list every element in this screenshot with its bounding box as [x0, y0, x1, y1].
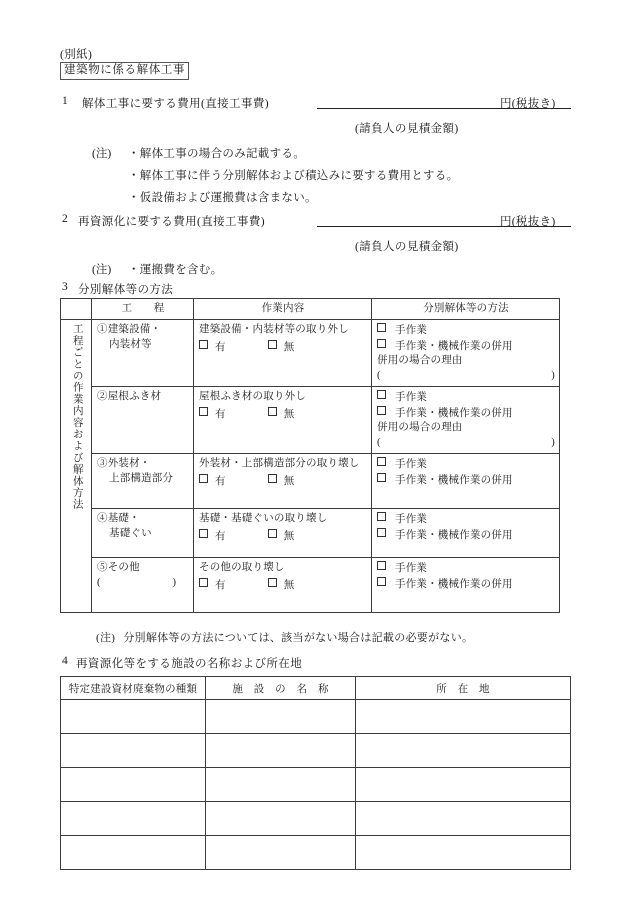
work-1-text: 建築設備・内装材等の取り外し — [199, 324, 349, 336]
facility-cell-address[interactable] — [356, 734, 571, 768]
stage-cell-2 — [92, 387, 194, 454]
checkbox-icon[interactable] — [199, 340, 208, 349]
method-2-reason-label: 併用の場合の理由 — [377, 422, 463, 434]
table-row — [61, 836, 571, 870]
checkbox-icon[interactable] — [377, 528, 386, 537]
work-5-text: その他の取り壊し — [199, 562, 285, 574]
document-title: 建築物に係る解体工事 — [60, 62, 189, 80]
facility-cell-name[interactable] — [206, 734, 356, 768]
checkbox-icon[interactable] — [268, 407, 277, 416]
checkbox-icon[interactable] — [377, 512, 386, 521]
stage-5-line1: ⑤その他 — [97, 562, 140, 574]
work-1-yes: 有 — [215, 341, 226, 353]
checkbox-icon[interactable] — [199, 578, 208, 587]
method-table-note — [96, 629, 473, 645]
work-2-options — [199, 407, 367, 422]
stage-2-line1: ②屋根ふき材 — [97, 391, 162, 403]
method-4-combined: 手作業・機械作業の併用 — [395, 529, 513, 541]
work-cell-3 — [194, 454, 372, 509]
checkbox-icon[interactable] — [268, 529, 277, 538]
clause-1-text: 解体工事に要する費用(直接工事費) — [82, 98, 269, 110]
clause-2-text: 再資源化に要する費用(直接工事費) — [78, 216, 265, 228]
checkbox-icon[interactable] — [377, 473, 386, 482]
method-cell-1 — [372, 320, 560, 387]
work-1-no: 無 — [283, 341, 295, 353]
work-cell-2 — [194, 387, 372, 454]
method-table-side-label-cell — [61, 320, 92, 613]
work-cell-1 — [194, 320, 372, 387]
facility-cell-address[interactable] — [356, 836, 571, 870]
facility-cell-address[interactable] — [356, 768, 571, 802]
paren-close-1: ) — [551, 369, 555, 381]
checkbox-icon[interactable] — [199, 529, 208, 538]
work-1-options — [199, 340, 367, 355]
method-row-4 — [61, 509, 560, 558]
method-row-1 — [61, 320, 560, 387]
note-1-item-1: ・解体工事の場合のみ記載する。 — [128, 148, 305, 160]
checkbox-icon[interactable] — [377, 406, 386, 415]
work-2-yes: 有 — [215, 408, 226, 420]
checkbox-icon[interactable] — [377, 390, 386, 399]
stage-cell-5 — [92, 558, 194, 613]
facility-header-row — [61, 677, 571, 700]
work-3-no: 無 — [283, 475, 295, 487]
stage-1-line1: ①建築設備・ — [97, 324, 162, 336]
checkbox-icon[interactable] — [268, 474, 277, 483]
stage-4-line2: 基礎ぐい — [109, 527, 152, 539]
facility-cell-address[interactable] — [356, 802, 571, 836]
method-row-5 — [61, 558, 560, 613]
checkbox-icon[interactable] — [377, 561, 386, 570]
work-3-text: 外装材・上部構造部分の取り壊し — [199, 458, 360, 470]
method-1-reason-field[interactable] — [377, 369, 555, 383]
method-1-reason-label: 併用の場合の理由 — [377, 355, 463, 367]
method-table-side-header — [61, 299, 92, 320]
method-row-3 — [61, 454, 560, 509]
method-1-manual: 手作業 — [395, 325, 428, 337]
method-2-reason-field[interactable] — [377, 436, 555, 450]
estimate-caption-1: (請負人の見積金額) — [355, 123, 459, 135]
attachment-label: (別紙) — [60, 49, 93, 61]
table-row — [61, 768, 571, 802]
method-table-note-tag: (注) — [96, 632, 116, 644]
stage-3-line2: 上部構造部分 — [109, 472, 174, 484]
stage-cell-3 — [92, 454, 194, 509]
method-3-combined: 手作業・機械作業の併用 — [395, 474, 513, 486]
method-3-manual: 手作業 — [395, 459, 428, 471]
checkbox-icon[interactable] — [377, 457, 386, 466]
work-5-yes: 有 — [215, 579, 226, 591]
table-row — [61, 700, 571, 734]
checkbox-icon[interactable] — [268, 340, 277, 349]
yen-label-1: 円(税抜き) — [500, 98, 556, 110]
method-2-manual: 手作業 — [395, 392, 428, 404]
work-3-options — [199, 474, 367, 489]
paren-close-2: ) — [551, 436, 555, 448]
work-4-yes: 有 — [215, 530, 226, 542]
work-2-no: 無 — [283, 408, 295, 420]
clause-4-number: 4 — [62, 655, 68, 667]
work-4-options — [199, 529, 367, 544]
stage-cell-4 — [92, 509, 194, 558]
stage-3-line1: ③外装材・ — [97, 458, 151, 470]
checkbox-icon[interactable] — [377, 577, 386, 586]
header-sagyo: 作業内容 — [194, 299, 372, 320]
checkbox-icon[interactable] — [199, 407, 208, 416]
clause-3-number: 3 — [62, 281, 68, 293]
method-1-combined: 手作業・機械作業の併用 — [395, 340, 513, 352]
facility-header-kind: 特定建設資材廃棄物の種類 — [61, 677, 206, 700]
method-2-combined: 手作業・機械作業の併用 — [395, 407, 513, 419]
checkbox-icon[interactable] — [268, 578, 277, 587]
checkbox-icon[interactable] — [199, 474, 208, 483]
work-cell-4 — [194, 509, 372, 558]
facility-cell-kind[interactable] — [61, 836, 206, 870]
method-table-header-row — [61, 299, 560, 320]
work-5-no: 無 — [283, 579, 295, 591]
checkbox-icon[interactable] — [377, 323, 386, 332]
note-1-item-2: ・解体工事に伴う分別解体および積込みに要する費用とする。 — [128, 170, 459, 182]
facility-cell-kind[interactable] — [61, 734, 206, 768]
facility-cell-name[interactable] — [206, 836, 356, 870]
method-table-note-text: 分別解体等の方法については、該当がない場合は記載の必要がない。 — [123, 632, 474, 644]
facility-cell-address[interactable] — [356, 700, 571, 734]
method-cell-3 — [372, 454, 560, 509]
paren-open-2: ( — [377, 436, 381, 448]
table-row — [61, 734, 571, 768]
stage-1-line2: 内装材等 — [109, 338, 152, 350]
facility-cell-name[interactable] — [206, 802, 356, 836]
checkbox-icon[interactable] — [377, 339, 386, 348]
facility-header-name: 施 設 の 名 称 — [206, 677, 356, 700]
note-1-item-3: ・仮設備および運搬費は含まない。 — [128, 192, 317, 204]
note-2-item-1: ・運搬費を含む。 — [128, 264, 223, 276]
facility-cell-kind[interactable] — [61, 768, 206, 802]
method-5-manual: 手作業 — [395, 563, 428, 575]
stage-4-line1: ④基礎・ — [97, 513, 140, 525]
work-5-options — [199, 578, 367, 593]
method-4-manual: 手作業 — [395, 514, 428, 526]
method-row-2 — [61, 387, 560, 454]
stage-5-paren-field[interactable]: ( ) — [97, 576, 182, 588]
method-cell-2 — [372, 387, 560, 454]
facility-header-address: 所 在 地 — [356, 677, 571, 700]
method-cell-5 — [372, 558, 560, 613]
work-3-yes: 有 — [215, 475, 226, 487]
facility-cell-name[interactable] — [206, 700, 356, 734]
estimate-caption-2: (請負人の見積金額) — [355, 241, 459, 253]
method-table-side-label: 工程ごとの作業内容および解体方法 — [71, 323, 83, 511]
facility-cell-kind[interactable] — [61, 700, 206, 734]
clause-4-text: 再資源化等をする施設の名称および所在地 — [76, 658, 303, 670]
clause-1-number: 1 — [62, 95, 68, 107]
facility-cell-kind[interactable] — [61, 802, 206, 836]
header-koutei: 工 程 — [92, 299, 194, 320]
work-4-text: 基礎・基礎ぐいの取り壊し — [199, 513, 328, 525]
yen-label-2: 円(税抜き) — [500, 216, 556, 228]
method-table — [60, 298, 555, 613]
clause-2-number: 2 — [62, 213, 68, 225]
method-cell-4 — [372, 509, 560, 558]
paren-open-1: ( — [377, 369, 381, 381]
stage-cell-1 — [92, 320, 194, 387]
table-row — [61, 802, 571, 836]
clause-3-text: 分別解体等の方法 — [78, 284, 174, 296]
work-4-no: 無 — [283, 530, 295, 542]
facility-table — [60, 676, 570, 870]
header-houhou: 分別解体等の方法 — [372, 299, 560, 320]
note-label-1: (注) — [92, 148, 112, 160]
work-2-text: 屋根ふき材の取り外し — [199, 391, 306, 403]
note-label-2: (注) — [92, 264, 112, 276]
method-5-combined: 手作業・機械作業の併用 — [395, 578, 513, 590]
facility-cell-name[interactable] — [206, 768, 356, 802]
work-cell-5 — [194, 558, 372, 613]
